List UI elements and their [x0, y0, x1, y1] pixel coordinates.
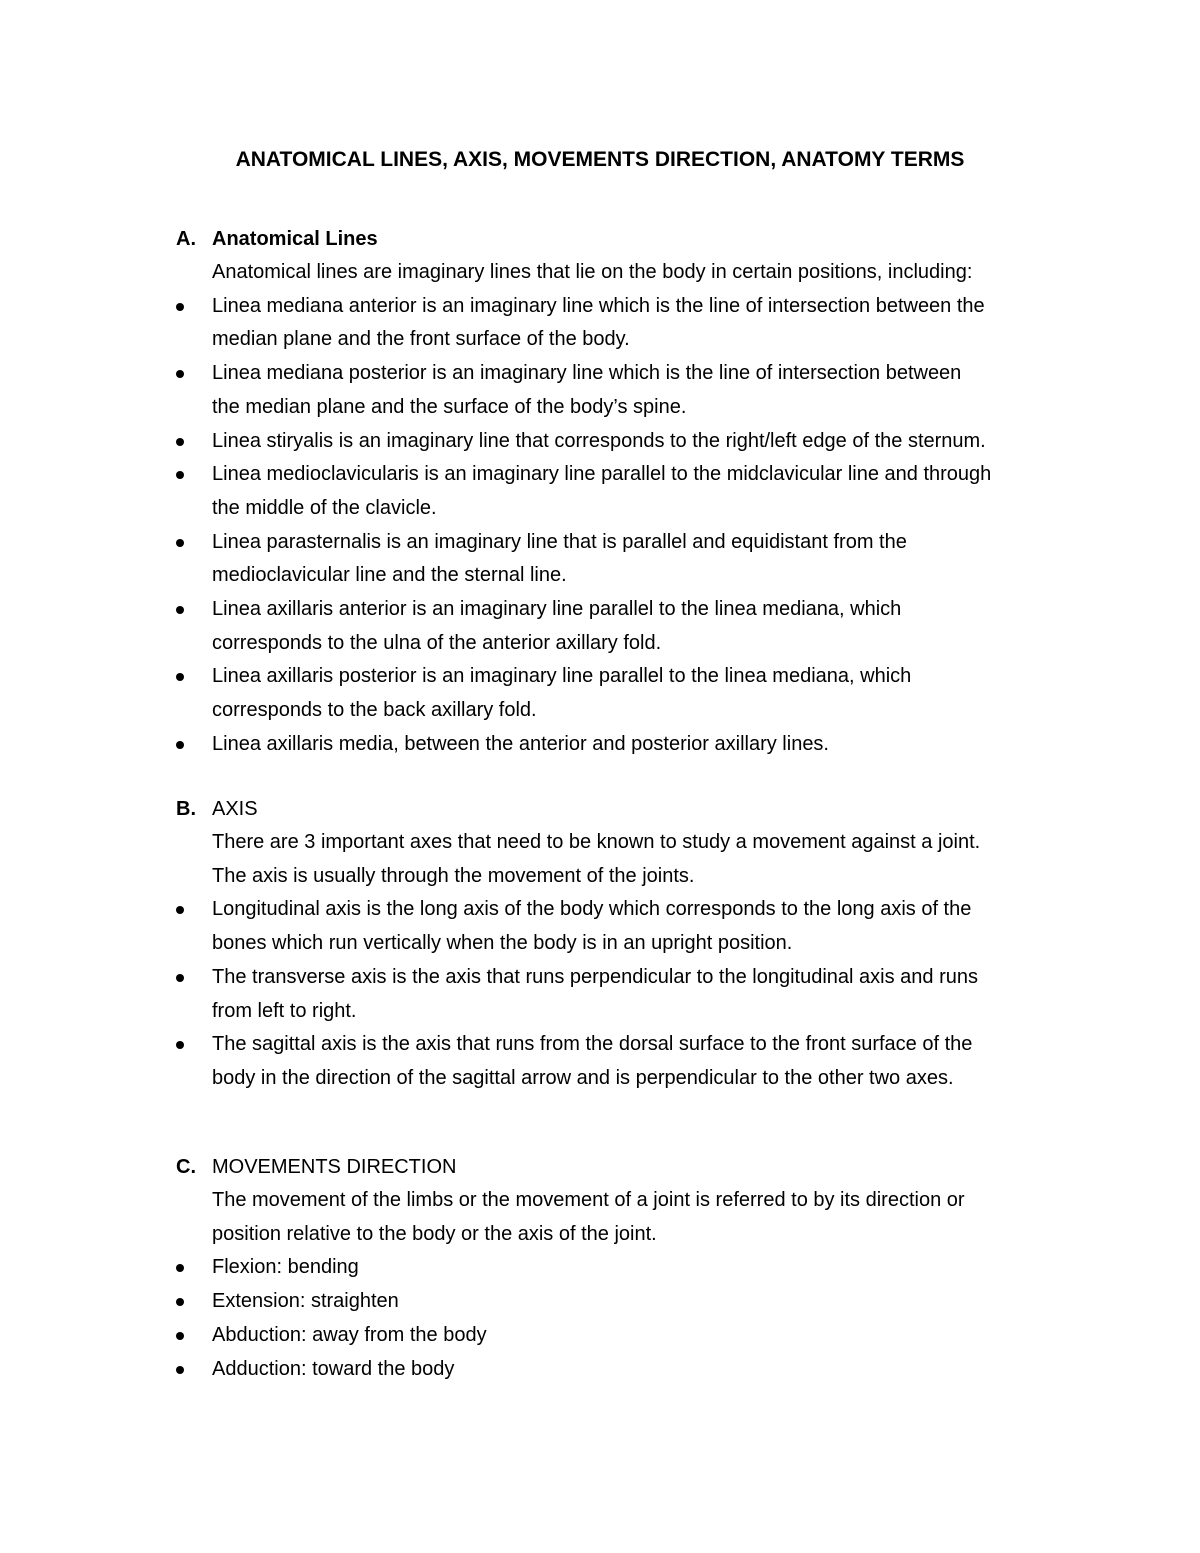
bullet-icon — [176, 1251, 212, 1285]
list-item-text: The transverse axis is the axis that runs perpendicular to the longitudinal axis and runs from left to right. — [212, 965, 978, 1022]
section-heading — [176, 796, 1076, 822]
list-item — [176, 728, 1076, 762]
list-item — [176, 1028, 1076, 1095]
list-item-text: Adduction: toward the body — [212, 1357, 455, 1380]
list-item — [176, 1319, 1076, 1353]
list-item — [176, 660, 1076, 727]
bullet-icon — [176, 961, 212, 1028]
list-item-text: Linea mediana posterior is an imaginary line which is the line of intersection between the median plane and the surface of the body’s spine. — [212, 362, 962, 418]
section-letter: B. — [176, 798, 196, 820]
list-item-text: Linea mediana anterior is an imaginary line which is the line of intersection between the median plane and the front surface of the body. — [212, 294, 985, 351]
bullet-icon — [176, 728, 212, 762]
bullet-icon — [176, 425, 212, 459]
bullet-icon — [176, 1319, 212, 1353]
list-item-text: The sagittal axis is the axis that runs from the dorsal surface to the front surface of the body in the direction of the sagittal arrow and is perpendicular to the other two axes. — [212, 1033, 973, 1089]
section-axis — [176, 796, 1076, 1096]
list-item-text: Linea axillaris media, between the anterior and posterior axillary lines. — [212, 732, 829, 755]
bullet-icon — [176, 357, 212, 424]
section-intro: Anatomical lines are imaginary lines that lie on the body in certain positions, including: — [212, 261, 973, 283]
bullet-list — [176, 893, 1076, 1095]
list-item — [176, 893, 1076, 960]
list-item — [176, 357, 1076, 424]
bullet-icon — [176, 1285, 212, 1319]
bullet-icon — [176, 593, 212, 660]
section-intro: The movement of the limbs or the movement of a joint is referred to by its direction or position relative to the body or the axis of the joint. — [212, 1189, 965, 1245]
section-intro: There are 3 important axes that need to be known to study a movement against a joint. The axis is usually through the movement of the joints. — [212, 831, 981, 887]
document-title: ANATOMICAL LINES, AXIS, MOVEMENTS DIRECTION, ANATOMY TERMS — [235, 148, 965, 171]
list-item-text: Linea parasternalis is an imaginary line that is parallel and equidistant from the medioclavicular line and the sternal line. — [212, 530, 907, 587]
section-heading-text: Anatomical Lines — [212, 228, 378, 250]
list-item-text: Linea stiryalis is an imaginary line that corresponds to the right/left edge of the sternum. — [212, 429, 986, 452]
bullet-icon — [176, 290, 212, 357]
bullet-icon — [176, 660, 212, 727]
list-item — [176, 593, 1076, 660]
bullet-icon — [176, 526, 212, 593]
bullet-icon — [176, 1353, 212, 1387]
list-item — [176, 1285, 1076, 1319]
list-item-text: Extension: straighten — [212, 1290, 399, 1313]
bullet-icon — [176, 1028, 212, 1095]
list-item-text: Linea medioclavicularis is an imaginary line parallel to the midclavicular line and through the middle of the clavicle. — [212, 463, 992, 519]
list-item — [176, 961, 1076, 1028]
section-heading — [176, 226, 1076, 252]
list-item — [176, 526, 1076, 593]
bullet-icon — [176, 893, 212, 960]
bullet-list — [176, 290, 1076, 762]
section-heading-text: AXIS — [212, 798, 258, 820]
list-item-text: Flexion: bending — [212, 1256, 359, 1279]
section-letter: A. — [176, 228, 196, 250]
list-item-text: Abduction: away from the body — [212, 1323, 487, 1346]
section-letter: C. — [176, 1156, 196, 1178]
list-item-text: Linea axillaris anterior is an imaginary line parallel to the linea mediana, which corresponds to the ulna of the anterior axillary fold. — [212, 598, 902, 654]
list-item-text: Linea axillaris posterior is an imaginary line parallel to the linea mediana, which corresponds to the back axillary fold. — [212, 665, 912, 722]
section-anatomical-lines — [176, 226, 1076, 762]
bullet-icon — [176, 458, 212, 525]
list-item — [176, 1251, 1076, 1285]
list-item — [176, 290, 1076, 357]
bullet-list — [176, 1251, 1076, 1386]
section-heading-text: MOVEMENTS DIRECTION — [212, 1156, 457, 1178]
list-item — [176, 425, 1076, 459]
section-heading — [176, 1154, 1076, 1180]
list-item — [176, 1353, 1076, 1387]
list-item-text: Longitudinal axis is the long axis of the body which corresponds to the long axis of the bones which run vertically when the body is in an upright position. — [212, 898, 972, 955]
section-movements-direction — [176, 1154, 1076, 1386]
list-item — [176, 458, 1076, 525]
